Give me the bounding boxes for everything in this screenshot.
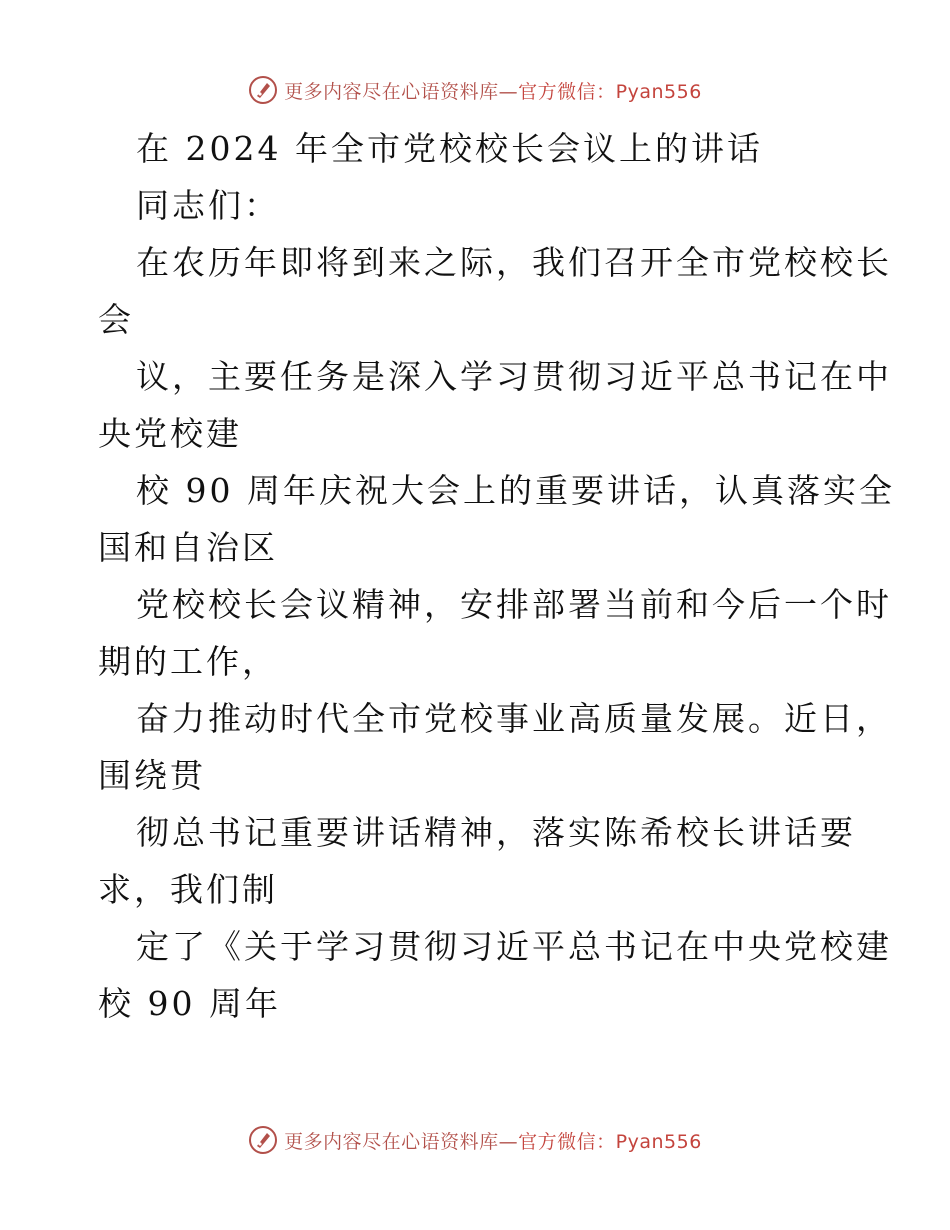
watermark-wechat: 官方微信：Pyan556	[518, 80, 702, 103]
paragraph-line: 会	[98, 300, 134, 339]
paragraph-line: 校 90 周年庆祝大会上的重要讲话，认真落实全	[136, 471, 895, 510]
paragraph-line: 奋力推动时代全市党校事业高质量发展。近日，	[136, 699, 892, 738]
paragraph-line: 彻总书记重要讲话精神，落实陈希校长讲话要	[136, 813, 856, 852]
watermark-brand: 更多内容尽在心语资料库—	[284, 80, 519, 103]
watermark-brand: 更多内容尽在心语资料库—	[284, 1130, 519, 1153]
paragraph-line: 校 90 周年	[98, 984, 281, 1023]
watermark-wechat: 官方微信：Pyan556	[518, 1130, 702, 1153]
watermark-text	[284, 77, 702, 104]
footer-watermark	[0, 1120, 950, 1160]
paragraph-line: 国和自治区	[98, 528, 278, 567]
paragraph-line: 期的工作，	[98, 642, 278, 681]
paragraph-line: 围绕贯	[98, 756, 206, 795]
document-body	[98, 120, 895, 1032]
paragraph-line: 党校校长会议精神，安排部署当前和今后一个时	[136, 585, 892, 624]
pen-nib-logo-icon	[248, 75, 278, 105]
watermark-text	[284, 1127, 702, 1154]
salutation: 同志们：	[136, 186, 280, 225]
paragraph-line: 在农历年即将到来之际，我们召开全市党校校长	[136, 243, 892, 282]
paragraph-line: 求，我们制	[98, 870, 278, 909]
paragraph-line: 央党校建	[98, 414, 242, 453]
pen-nib-logo-icon	[248, 1125, 278, 1155]
paragraph-line: 定了《关于学习贯彻习近平总书记在中央党校建	[136, 927, 892, 966]
paragraph-line: 议，主要任务是深入学习贯彻习近平总书记在中	[136, 357, 892, 396]
header-watermark	[0, 70, 950, 110]
document-title: 在 2024 年全市党校校长会议上的讲话	[136, 129, 763, 168]
